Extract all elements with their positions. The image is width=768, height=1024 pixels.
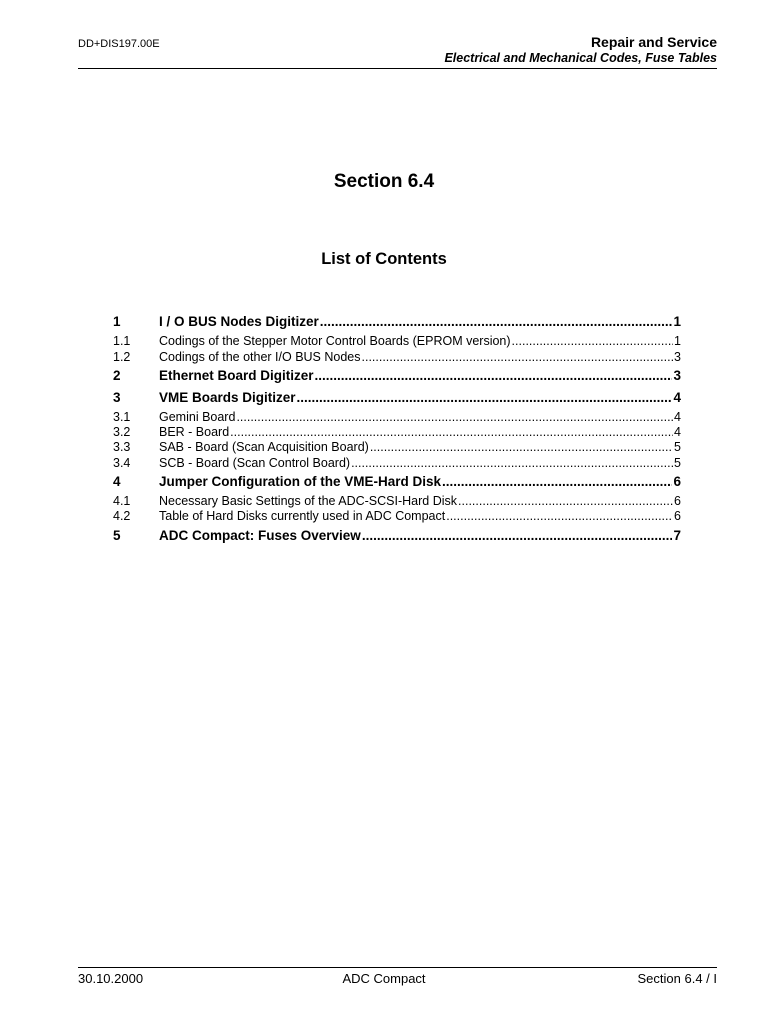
toc-entry[interactable]	[113, 509, 681, 523]
toc-leader	[362, 350, 674, 364]
toc-number: 5	[113, 528, 121, 543]
toc-page: 6	[674, 494, 681, 508]
toc-number: 3.2	[113, 425, 131, 439]
toc-leader	[370, 440, 673, 454]
toc-leader	[446, 509, 673, 523]
toc-page: 1	[673, 314, 681, 329]
toc-number: 3	[113, 390, 121, 405]
toc-leader	[230, 425, 673, 439]
toc-page: 4	[674, 410, 681, 424]
header-rule	[78, 68, 717, 69]
toc-page: 6	[673, 474, 681, 489]
toc-leader	[320, 314, 673, 329]
toc-leader	[315, 368, 673, 383]
toc-entry[interactable]	[113, 425, 681, 439]
toc-page: 3	[673, 368, 681, 383]
toc-leader	[236, 410, 673, 424]
toc-title: Codings of the Stepper Motor Control Boards (EPROM version)	[159, 334, 511, 348]
toc-number: 2	[113, 368, 121, 383]
toc-page: 6	[674, 509, 681, 523]
toc-title: I / O BUS Nodes Digitizer	[159, 314, 319, 329]
toc-page: 3	[674, 350, 681, 364]
toc-number: 4.1	[113, 494, 131, 508]
toc-page: 5	[674, 440, 681, 454]
toc-title: Table of Hard Disks currently used in ADC Compact	[159, 509, 446, 523]
footer-date: 30.10.2000	[78, 971, 144, 986]
toc-page: 1	[674, 334, 681, 348]
toc-title: SAB - Board (Scan Acquisition Board)	[159, 440, 369, 454]
header-right	[444, 34, 717, 65]
toc-title: BER - Board	[159, 425, 230, 439]
toc-page: 7	[673, 528, 681, 543]
footer-rule	[78, 967, 717, 968]
toc-leader	[512, 334, 674, 348]
toc-title: Codings of the other I/O BUS Nodes	[159, 350, 361, 364]
toc-page: 4	[673, 390, 681, 405]
toc-number: 4	[113, 474, 121, 489]
toc-number: 3.4	[113, 456, 131, 470]
toc-number: 1	[113, 314, 121, 329]
toc-title: Ethernet Board Digitizer	[159, 368, 314, 383]
header-title: Repair and Service	[590, 34, 717, 50]
toc-number: 3.3	[113, 440, 131, 454]
toc-title: ADC Compact: Fuses Overview	[159, 528, 361, 543]
toc-title: Necessary Basic Settings of the ADC-SCSI-Hard Disk	[159, 494, 458, 508]
toc-entry[interactable]	[113, 410, 681, 424]
toc-leader	[297, 390, 673, 405]
toc-page: 5	[674, 456, 681, 470]
toc-number: 3.1	[113, 410, 131, 424]
toc-title: VME Boards Digitizer	[159, 390, 296, 405]
toc-entry[interactable]	[113, 474, 681, 489]
footer-product: ADC Compact	[342, 971, 426, 986]
toc-entry[interactable]	[113, 368, 681, 383]
contents-title: List of Contents	[321, 250, 447, 268]
toc-leader	[442, 474, 672, 489]
toc-page: 4	[674, 425, 681, 439]
toc-leader	[458, 494, 673, 508]
toc-entry[interactable]	[113, 456, 681, 470]
header-subtitle: Electrical and Mechanical Codes, Fuse Tables	[444, 51, 717, 65]
toc-entry[interactable]	[113, 528, 681, 543]
toc-title: SCB - Board (Scan Control Board)	[159, 456, 351, 470]
toc-number: 4.2	[113, 509, 131, 523]
toc-entry[interactable]	[113, 350, 681, 364]
toc-entry[interactable]	[113, 440, 681, 454]
toc-entry[interactable]	[113, 390, 681, 405]
toc-entry[interactable]	[113, 334, 681, 348]
footer-page: Section 6.4 / I	[637, 971, 717, 986]
toc-title: Jumper Configuration of the VME-Hard Disk	[159, 474, 442, 489]
toc-title: Gemini Board	[159, 410, 236, 424]
toc-number: 1.1	[113, 334, 131, 348]
toc-leader	[351, 456, 673, 470]
toc-entry[interactable]	[113, 314, 681, 329]
section-title: Section 6.4	[333, 171, 435, 192]
toc-number: 1.2	[113, 350, 131, 364]
toc-leader	[362, 528, 673, 543]
header-doc-id: DD+DIS197.00E	[78, 38, 160, 50]
toc-entry[interactable]	[113, 494, 681, 508]
